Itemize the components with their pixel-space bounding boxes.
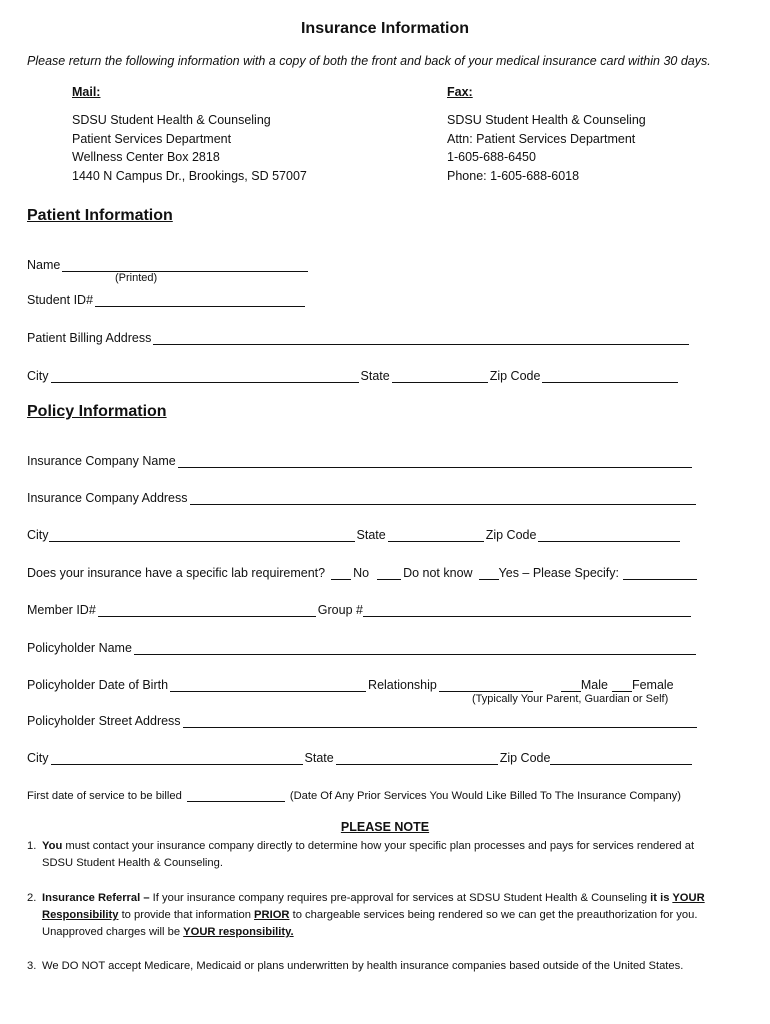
billing-address-field[interactable] bbox=[153, 330, 689, 345]
first-date-row bbox=[27, 784, 681, 802]
state-field[interactable] bbox=[388, 527, 484, 542]
mail-line: Patient Services Department bbox=[72, 131, 232, 146]
note-number: 1. bbox=[27, 840, 37, 852]
student-id-field[interactable] bbox=[95, 292, 305, 307]
note-bold: Responsibility bbox=[42, 909, 119, 921]
note-number: 2. bbox=[27, 892, 37, 904]
no-checkbox[interactable] bbox=[331, 565, 351, 580]
state-field[interactable] bbox=[392, 368, 488, 383]
lab-requirement-row bbox=[27, 562, 699, 580]
member-group-row bbox=[27, 599, 693, 617]
note-text: must contact your insurance company directly to determine how your specific plan processes and pays for services rendered at bbox=[62, 840, 695, 852]
member-id-label: Member ID# bbox=[27, 603, 96, 617]
printed-hint: (Printed) bbox=[115, 272, 158, 284]
city-label: City bbox=[27, 751, 49, 765]
relationship-hint: (Typically Your Parent, Guardian or Self) bbox=[472, 693, 669, 705]
state-field[interactable] bbox=[336, 750, 498, 765]
city-field[interactable] bbox=[51, 368, 359, 383]
state-label: State bbox=[360, 369, 390, 383]
patient-name-row bbox=[27, 254, 310, 272]
company-name-row bbox=[27, 450, 694, 468]
note-bold: Insurance Referral – bbox=[42, 892, 150, 904]
mail-line: SDSU Student Health & Counseling bbox=[72, 113, 271, 127]
patient-info-heading: Patient Information bbox=[27, 207, 173, 224]
city-label: City bbox=[27, 369, 49, 383]
name-label: Name bbox=[27, 258, 61, 272]
dont-know-checkbox[interactable] bbox=[377, 565, 401, 580]
state-label: State bbox=[304, 751, 334, 765]
zip-label: Zip Code bbox=[499, 751, 551, 765]
note-3 bbox=[27, 958, 727, 975]
company-address-label: Insurance Company Address bbox=[27, 491, 188, 505]
fax-line: SDSU Student Health & Counseling bbox=[447, 113, 646, 127]
mail-address bbox=[72, 111, 307, 186]
female-checkbox[interactable] bbox=[612, 677, 632, 692]
member-id-field[interactable] bbox=[98, 602, 316, 617]
note-text: SDSU Student Health & Counseling. bbox=[42, 857, 223, 869]
fax-line: 1-605-688-6450 bbox=[447, 150, 536, 165]
lab-question: Does your insurance have a specific lab requirement? bbox=[27, 566, 326, 580]
zip-field[interactable] bbox=[542, 368, 678, 383]
fax-line: Phone: 1-605-688-6018 bbox=[447, 169, 580, 184]
note-bold: YOUR bbox=[672, 892, 705, 904]
note-bold: You bbox=[42, 840, 63, 852]
zip-label: Zip Code bbox=[489, 369, 541, 383]
company-address-field[interactable] bbox=[190, 490, 696, 505]
dont-know-label: Do not know bbox=[403, 566, 473, 580]
group-field[interactable] bbox=[363, 602, 691, 617]
zip-field[interactable] bbox=[538, 527, 680, 542]
note-bold: YOUR responsibility. bbox=[183, 926, 294, 938]
holder-street-label: Policyholder Street Address bbox=[27, 714, 181, 728]
city-field[interactable] bbox=[51, 750, 303, 765]
intro-text: Please return the following information with a copy of both the front and back of your medical insurance card within 30 days. bbox=[27, 54, 711, 68]
holder-dob-row bbox=[27, 674, 674, 692]
note-bold: PRIOR bbox=[254, 909, 290, 921]
note-text: We DO NOT accept Medicare, Medicaid or plans underwritten by health insurance companies based outside of the United States. bbox=[42, 960, 684, 972]
first-date-label: First date of service to be billed bbox=[27, 790, 182, 802]
holder-street-field[interactable] bbox=[183, 713, 697, 728]
male-checkbox[interactable] bbox=[561, 677, 581, 692]
relationship-field[interactable] bbox=[439, 677, 533, 692]
company-address-row bbox=[27, 487, 698, 505]
group-label: Group # bbox=[317, 603, 363, 617]
student-id-label: Student ID# bbox=[27, 293, 94, 307]
name-field[interactable] bbox=[62, 257, 308, 272]
relationship-label: Relationship bbox=[368, 678, 437, 692]
student-id-row bbox=[27, 289, 307, 307]
billing-address-label: Patient Billing Address bbox=[27, 331, 152, 345]
note-text: to provide that information bbox=[118, 909, 255, 921]
note-bold: it is bbox=[650, 892, 673, 904]
city-label: City bbox=[27, 528, 49, 542]
company-city-row bbox=[27, 524, 682, 542]
male-label: Male bbox=[580, 678, 608, 692]
holder-street-row bbox=[27, 710, 699, 728]
company-name-label: Insurance Company Name bbox=[27, 454, 176, 468]
state-label: State bbox=[356, 528, 386, 542]
yes-checkbox[interactable] bbox=[479, 565, 499, 580]
fax-line: Attn: Patient Services Department bbox=[447, 131, 636, 146]
city-field[interactable] bbox=[49, 527, 355, 542]
note-text: If your insurance company requires pre-approval for services at SDSU Student Health & Counseling bbox=[149, 892, 651, 904]
policy-info-heading: Policy Information bbox=[27, 403, 167, 420]
first-date-hint: (Date Of Any Prior Services You Would Like Billed To The Insurance Company) bbox=[289, 790, 681, 802]
mail-label: Mail: bbox=[72, 85, 101, 99]
note-number: 3. bbox=[27, 960, 37, 972]
mail-line: 1440 N Campus Dr., Brookings, SD 57007 bbox=[72, 169, 307, 184]
first-date-field[interactable] bbox=[187, 787, 285, 802]
fax-label: Fax: bbox=[447, 85, 473, 99]
holder-dob-field[interactable] bbox=[170, 677, 366, 692]
fax-address bbox=[447, 111, 646, 186]
no-label: No bbox=[353, 566, 370, 580]
page-title: Insurance Information bbox=[300, 20, 470, 37]
note-1 bbox=[27, 838, 727, 872]
holder-name-label: Policyholder Name bbox=[27, 641, 132, 655]
specify-field[interactable] bbox=[623, 565, 697, 580]
note-text: Unapproved charges will be bbox=[42, 926, 184, 938]
holder-city-row bbox=[27, 747, 694, 765]
billing-address-row bbox=[27, 327, 691, 345]
please-note-heading: PLEASE NOTE bbox=[340, 820, 430, 834]
holder-name-row bbox=[27, 637, 698, 655]
holder-name-field[interactable] bbox=[134, 640, 696, 655]
mail-line: Wellness Center Box 2818 bbox=[72, 150, 220, 165]
zip-label: Zip Code bbox=[485, 528, 537, 542]
note-2 bbox=[27, 890, 727, 941]
yes-label: Yes – Please Specify: bbox=[498, 566, 619, 580]
zip-field[interactable] bbox=[550, 750, 692, 765]
company-name-field[interactable] bbox=[178, 453, 692, 468]
note-text: to chargeable services being rendered so we can get the preauthorization for you. bbox=[289, 909, 698, 921]
patient-city-row bbox=[27, 365, 680, 383]
holder-dob-label: Policyholder Date of Birth bbox=[27, 678, 169, 692]
female-label: Female bbox=[631, 678, 674, 692]
